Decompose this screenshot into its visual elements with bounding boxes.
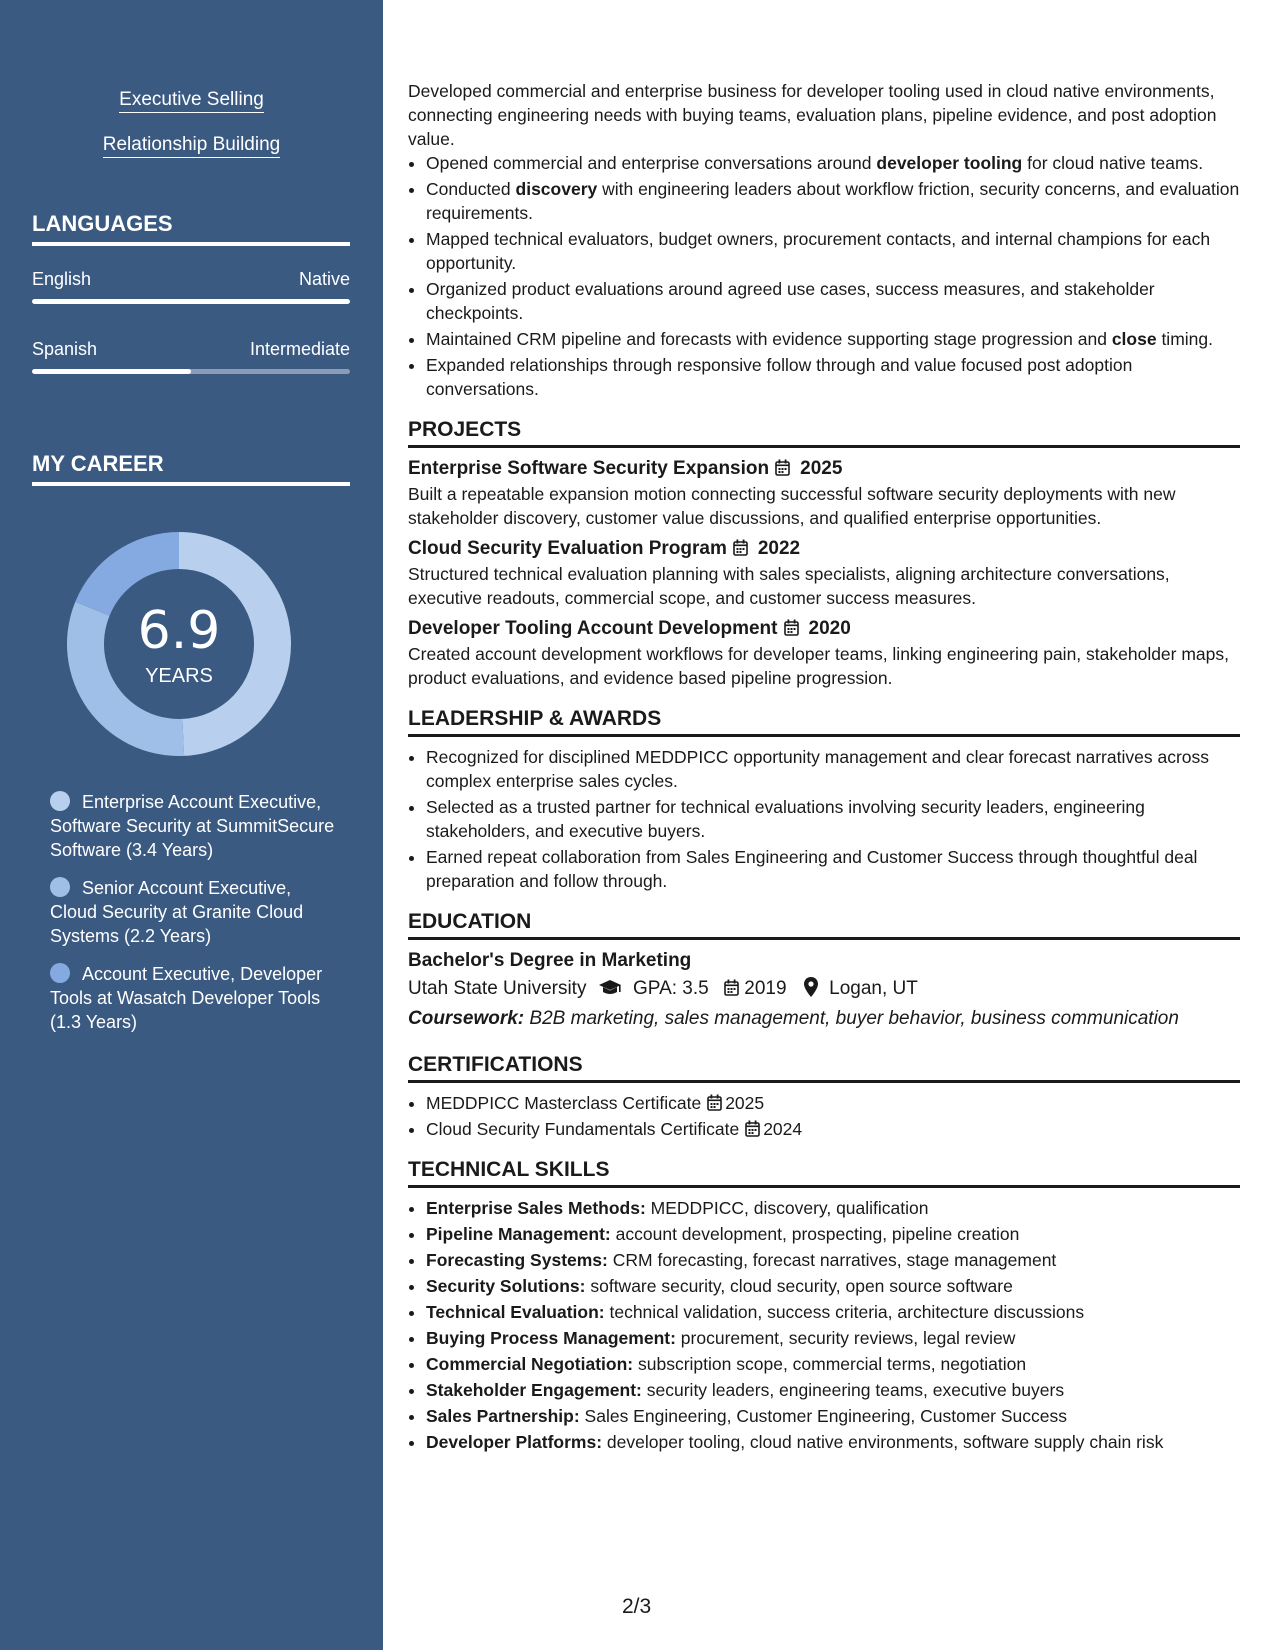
experience-bullet: • Expanded relationships through responsive follow through and value focused post adoption conversations.	[426, 353, 1240, 401]
technical-skill: • Commercial Negotiation: subscription scope, commercial terms, negotiation	[426, 1352, 1240, 1376]
calendar-icon	[707, 1094, 722, 1111]
language-name: Spanish	[32, 339, 98, 359]
coursework-label: Coursework:	[408, 1008, 525, 1029]
calendar-icon	[724, 979, 739, 996]
leadership-heading: LEADERSHIP & AWARDS	[408, 706, 1240, 737]
language-spanish	[32, 338, 350, 360]
coursework-value: B2B marketing, sales management, buyer behavior, business communication	[529, 1008, 1179, 1029]
legend-label: Senior Account Executive, Cloud Security at Granite Cloud Systems (2.2 Years)	[50, 878, 304, 946]
career-legend-item	[50, 790, 340, 862]
school-name: Utah State University	[408, 978, 587, 999]
legend-label: Enterprise Account Executive, Software Security at SummitSecure Software (3.4 Years)	[50, 792, 335, 860]
page-number: 2/3	[622, 1595, 652, 1618]
language-bar-english	[32, 299, 350, 304]
project-title: Cloud Security Evaluation Program	[408, 538, 727, 559]
experience-summary: Developed commercial and enterprise business for developer tooling used in cloud native environments, connecting engineering needs with buying teams, evaluation plans, pipeline evidence, and post adoption value.	[408, 81, 1217, 149]
projects-heading: PROJECTS	[408, 417, 1240, 448]
experience-bullet: • Opened commercial and enterprise conversations around developer tooling for cloud native teams.	[426, 151, 1240, 175]
leadership-item: • Recognized for disciplined MEDDPICC opportunity management and clear forecast narratives across complex enterprise sales cycles.	[426, 745, 1240, 793]
project-item	[408, 536, 1240, 610]
project-item	[408, 456, 1240, 530]
languages-heading: LANGUAGES	[32, 210, 350, 246]
technical-skill: • Buying Process Management: procurement, security reviews, legal review	[426, 1326, 1240, 1350]
graduation-year: 2019	[744, 978, 787, 999]
project-year: 2022	[757, 538, 801, 559]
legend-dot	[50, 791, 70, 811]
experience-bullet: • Conducted discovery with engineering leaders about workflow friction, security concerns, and evaluation requirements.	[426, 177, 1240, 225]
career-heading: MY CAREER	[32, 450, 350, 486]
project-item	[408, 616, 1240, 690]
language-level: Intermediate	[249, 339, 350, 359]
skill-link-executive-selling[interactable]	[0, 88, 383, 112]
technical-skill: • Enterprise Sales Methods: MEDDPICC, discovery, qualification	[426, 1196, 1240, 1220]
calendar-icon	[775, 459, 790, 476]
school-location: Logan, UT	[829, 978, 918, 999]
legend-label: Account Executive, Developer Tools at Wasatch Developer Tools (1.3 Years)	[50, 964, 323, 1032]
technical-skills-heading: TECHNICAL SKILLS	[408, 1157, 1240, 1188]
certification-item: • MEDDPICC Masterclass Certificate 2025	[426, 1091, 1240, 1115]
language-level: Native	[298, 269, 350, 289]
skill-link-label[interactable]: Relationship Building	[103, 134, 280, 158]
project-title: Developer Tooling Account Development	[408, 618, 778, 639]
experience-bullets	[408, 151, 1240, 401]
project-description: Structured technical evaluation planning with sales specialists, aligning architecture conversations, executive readouts, commercial scope, and customer success measures.	[408, 564, 1170, 608]
experience-bullet: • Maintained CRM pipeline and forecasts with evidence supporting stage progression and close timing.	[426, 327, 1240, 351]
leadership-item: • Selected as a trusted partner for technical evaluations involving security leaders, engineering stakeholders, and executive buyers.	[426, 795, 1240, 843]
project-description: Built a repeatable expansion motion connecting successful software security deployments with new stakeholder discovery, customer value discussions, and qualified enterprise opportunities.	[408, 484, 1176, 528]
technical-skill: • Security Solutions: software security, cloud security, open source software	[426, 1274, 1240, 1298]
language-fill	[32, 369, 191, 374]
technical-skill: • Developer Platforms: developer tooling, cloud native environments, software supply chain risk	[426, 1430, 1240, 1454]
sidebar	[0, 0, 383, 1650]
career-unit: YEARS	[145, 665, 213, 687]
project-title: Enterprise Software Security Expansion	[408, 458, 770, 479]
project-year: 2020	[808, 618, 851, 639]
location-pin-icon	[804, 977, 818, 997]
career-total: 6.9	[137, 601, 221, 661]
skill-link-relationship-building[interactable]	[0, 133, 383, 157]
career-legend-item	[50, 876, 340, 948]
language-english	[32, 268, 350, 290]
certification-item: • Cloud Security Fundamentals Certificate 2024	[426, 1117, 1240, 1141]
career-legend	[50, 790, 340, 1048]
technical-skill: • Forecasting Systems: CRM forecasting, forecast narratives, stage management	[426, 1248, 1240, 1272]
project-year: 2025	[800, 458, 843, 479]
certifications-list	[408, 1091, 1240, 1141]
language-bar-spanish	[32, 369, 350, 374]
legend-dot	[50, 877, 70, 897]
language-name: English	[32, 269, 92, 289]
technical-skill: • Stakeholder Engagement: security leaders, engineering teams, executive buyers	[426, 1378, 1240, 1402]
technical-skill: • Technical Evaluation: technical validation, success criteria, architecture discussions	[426, 1300, 1240, 1324]
calendar-icon	[733, 539, 748, 556]
skill-link-label[interactable]: Executive Selling	[119, 89, 264, 113]
certifications-heading: CERTIFICATIONS	[408, 1052, 1240, 1083]
legend-dot	[50, 963, 70, 983]
leadership-list	[408, 745, 1240, 893]
experience-bullet: • Mapped technical evaluators, budget owners, procurement contacts, and internal champions for each opportunity.	[426, 227, 1240, 275]
technical-skill: • Sales Partnership: Sales Engineering, Customer Engineering, Customer Success	[426, 1404, 1240, 1428]
graduation-cap-icon	[598, 979, 622, 997]
degree-title: Bachelor's Degree in Marketing	[408, 950, 692, 971]
language-fill	[32, 299, 350, 304]
career-donut-chart	[66, 531, 292, 757]
project-description: Created account development workflows for developer teams, linking engineering pain, stakeholder maps, product evaluations, and evidence based pipeline progression.	[408, 644, 1230, 688]
gpa: GPA: 3.5	[633, 978, 709, 999]
technical-skill: • Pipeline Management: account development, prospecting, pipeline creation	[426, 1222, 1240, 1246]
main-content	[408, 79, 1240, 1456]
technical-skills-list	[408, 1196, 1240, 1454]
coursework	[408, 1004, 1240, 1034]
calendar-icon	[784, 619, 799, 636]
career-legend-item	[50, 962, 340, 1034]
leadership-item: • Earned repeat collaboration from Sales Engineering and Customer Success through thoughtful deal preparation and follow through.	[426, 845, 1240, 893]
education-details	[408, 974, 1240, 1004]
calendar-icon	[745, 1120, 760, 1137]
experience-bullet: • Organized product evaluations around agreed use cases, success measures, and stakeholder checkpoints.	[426, 277, 1240, 325]
education-heading: EDUCATION	[408, 909, 1240, 940]
